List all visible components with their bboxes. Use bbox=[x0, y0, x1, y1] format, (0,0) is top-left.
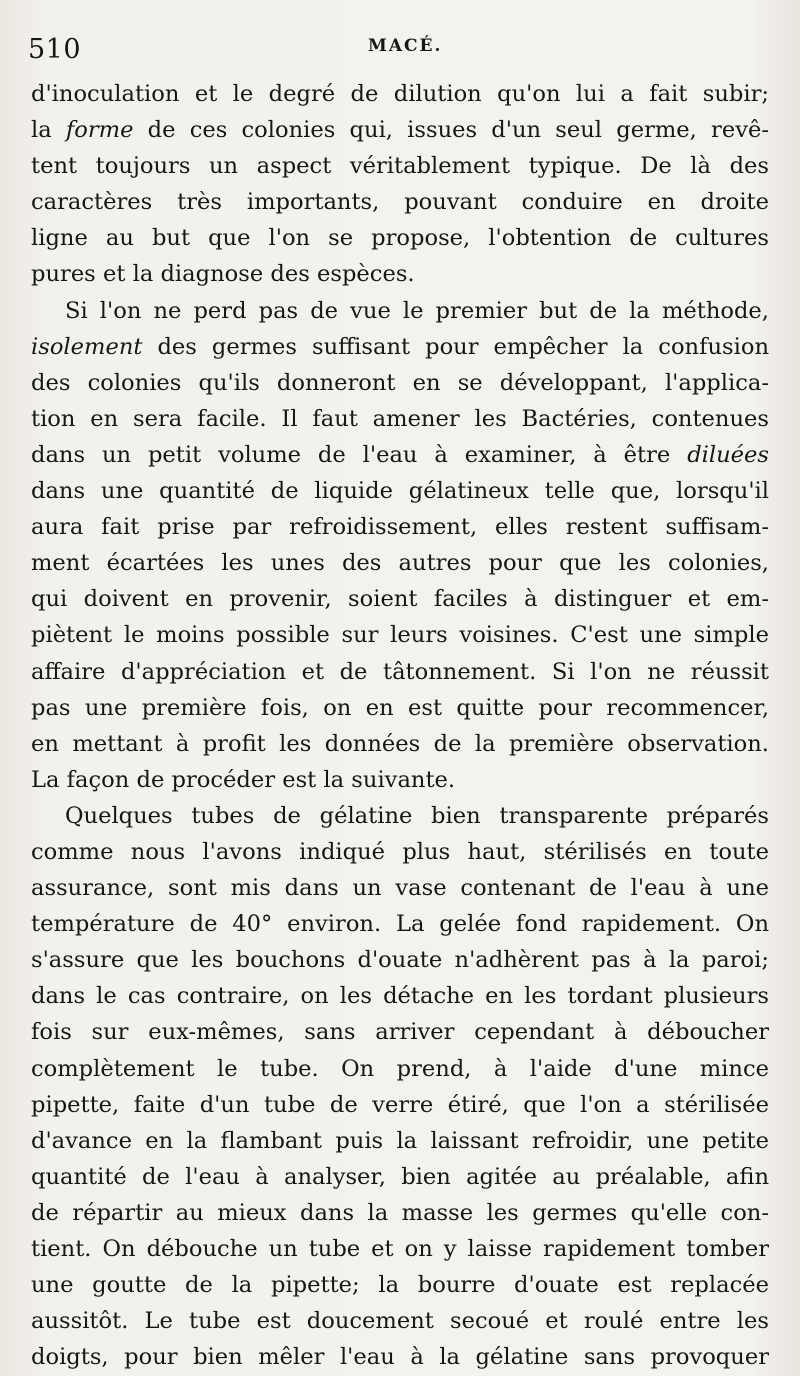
text-line: la forme de ces colonies qui, issues d'un seul germe, revê- bbox=[31, 117, 769, 144]
text-line: Si l'on ne perd pas de vue le premier but de la méthode, bbox=[65, 297, 769, 324]
text-line: dans le cas contraire, on les détache en les tordant plusieurs bbox=[31, 983, 769, 1010]
text-line: ment écartées les unes des autres pour que les colonies, bbox=[31, 550, 769, 577]
text-line: quantité de l'eau à analyser, bien agitée au préalable, afin bbox=[31, 1163, 769, 1190]
italic-term: diluées bbox=[687, 441, 769, 468]
text-line: aura fait prise par refroidissement, elles restent suffisam- bbox=[31, 514, 769, 541]
text-line: caractères très importants, pouvant conduire en droite bbox=[31, 189, 769, 216]
text-line: aussitôt. Le tube est doucement secoué et roulé entre les bbox=[31, 1308, 769, 1335]
text-line: qui doivent en provenir, soient faciles à distinguer et em- bbox=[31, 586, 769, 613]
text-line: une goutte de la pipette; la bourre d'ouate est replacée bbox=[31, 1272, 769, 1299]
paragraph bbox=[31, 293, 769, 798]
italic-term: isolement bbox=[31, 333, 143, 360]
text-line: d'avance en la flambant puis la laissant refroidir, une petite bbox=[31, 1127, 769, 1154]
text-line: pures et la diagnose des espèces. bbox=[31, 261, 415, 288]
text-line: température de 40° environ. La gelée fond rapidement. On bbox=[31, 911, 769, 938]
text-line: comme nous l'avons indiqué plus haut, stérilisés en toute bbox=[31, 838, 769, 865]
text-line: en mettant à profit les données de la première observation. bbox=[31, 730, 769, 757]
text-line: piètent le moins possible sur leurs voisines. C'est une simple bbox=[31, 622, 769, 649]
text-line: fois sur eux-mêmes, sans arriver cependant à déboucher bbox=[31, 1019, 769, 1046]
text-line: assurance, sont mis dans un vase contenant de l'eau à une bbox=[31, 875, 769, 902]
text-line: complètement le tube. On prend, à l'aide d'une mince bbox=[31, 1055, 769, 1082]
text-line: pas une première fois, on en est quitte pour recommencer, bbox=[31, 694, 769, 721]
text-line: dans un petit volume de l'eau à examiner, à être diluées bbox=[31, 441, 769, 468]
text-line: affaire d'appréciation et de tâtonnement. Si l'on ne réussit bbox=[31, 658, 769, 685]
text-line: tent toujours un aspect véritablement typique. De là des bbox=[31, 153, 769, 180]
text-line: doigts, pour bien mêler l'eau à la gélatine sans provoquer bbox=[31, 1344, 769, 1371]
running-head: MACÉ. bbox=[368, 36, 443, 56]
body-text bbox=[31, 76, 769, 1375]
text-line: tient. On débouche un tube et on y laisse rapidement tomber bbox=[31, 1236, 769, 1262]
text-line: Quelques tubes de gélatine bien transparente préparés bbox=[65, 802, 769, 829]
text-line: pipette, faite d'un tube de verre étiré, que l'on a stérilisée bbox=[31, 1091, 769, 1118]
text-line: tion en sera facile. Il faut amener les Bactéries, contenues bbox=[31, 405, 769, 432]
text-line: d'inoculation et le degré de dilution qu'on lui a fait subir; bbox=[31, 81, 769, 107]
text-line: La façon de procéder est la suivante. bbox=[31, 766, 456, 793]
italic-term: forme bbox=[65, 117, 134, 144]
page-number: 510 bbox=[28, 34, 82, 65]
paragraph bbox=[31, 798, 769, 1376]
text-line: isolement des germes suffisant pour empêcher la confusion bbox=[31, 333, 769, 360]
page-header bbox=[28, 28, 772, 68]
paragraph bbox=[31, 76, 769, 293]
text-line: ligne au but que l'on se propose, l'obtention de cultures bbox=[31, 225, 769, 252]
text-line: s'assure que les bouchons d'ouate n'adhèrent pas à la paroi; bbox=[31, 947, 769, 974]
text-line: des colonies qu'ils donneront en se développant, l'applica- bbox=[31, 369, 769, 396]
text-line: dans une quantité de liquide gélatineux telle que, lorsqu'il bbox=[31, 478, 769, 505]
text-line: de répartir au mieux dans la masse les germes qu'elle con- bbox=[31, 1199, 769, 1226]
